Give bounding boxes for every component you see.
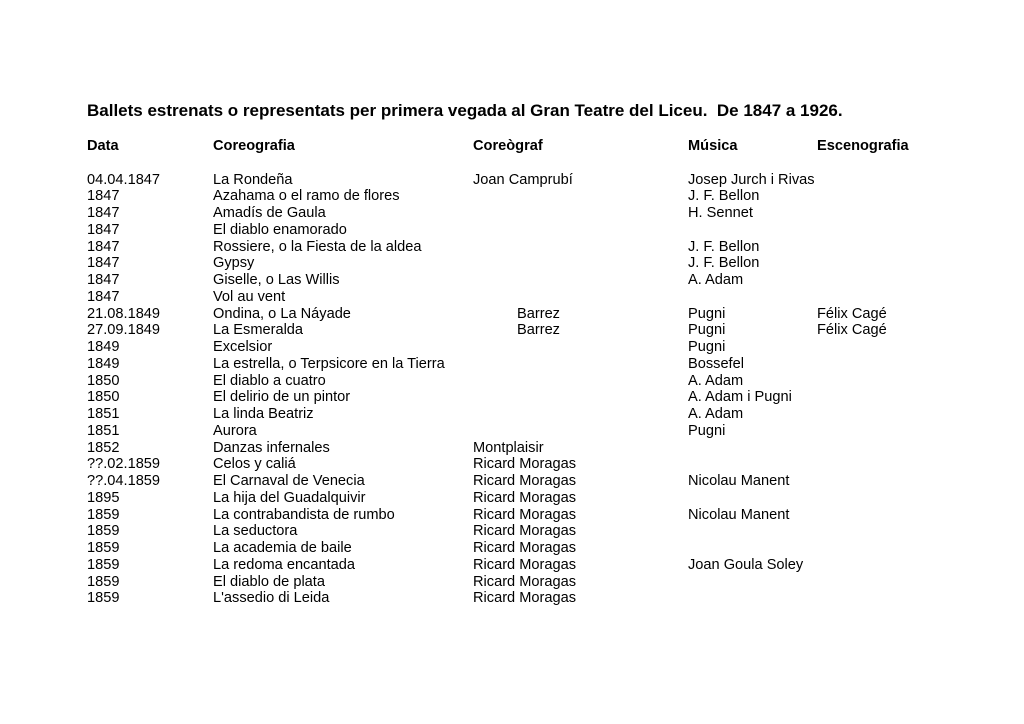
- cell-choreographer: Ricard Moragas: [473, 506, 577, 523]
- table-row: [87, 255, 1024, 272]
- cell-choreography: La estrella, o Terpsicore en la Tierra: [213, 355, 445, 372]
- table-row: [87, 289, 1024, 306]
- cell-music: J. F. Bellon: [688, 188, 760, 205]
- table-row: [87, 188, 1024, 205]
- cell-date: 1847: [87, 188, 120, 205]
- table-row: [87, 272, 1024, 289]
- cell-date: 1847: [87, 205, 120, 221]
- cell-choreographer: Joan Camprubí: [473, 171, 573, 188]
- cell-choreography: El diablo enamorado: [213, 221, 347, 238]
- cell-choreography: Rossiere, o la Fiesta de la aldea: [213, 238, 422, 255]
- cell-date: 1847: [87, 288, 120, 305]
- cell-music: Nicolau Manent: [688, 506, 790, 523]
- cell-choreography: Celos y caliá: [213, 456, 296, 473]
- cell-music: H. Sennet: [688, 205, 753, 221]
- table-row: [87, 373, 1024, 390]
- table-row: [87, 172, 1024, 189]
- cell-date: 1852: [87, 439, 120, 456]
- cell-choreography: El diablo a cuatro: [213, 372, 326, 389]
- cell-music: A. Adam i Pugni: [688, 389, 792, 406]
- cell-music: Bossefel: [688, 355, 744, 372]
- cell-choreography: Giselle, o Las Willis: [213, 272, 340, 288]
- cell-scenography: Félix Cagé: [817, 305, 887, 322]
- table-row: [87, 523, 1024, 540]
- cell-music: Josep Jurch i Rivas: [688, 171, 815, 188]
- cell-music: Joan Goula Soley: [688, 556, 804, 573]
- cell-date: 1849: [87, 355, 120, 372]
- table-row: [87, 540, 1024, 557]
- cell-music: Pugni: [688, 305, 726, 322]
- cell-date: 1859: [87, 590, 120, 607]
- cell-music: A. Adam: [688, 406, 744, 422]
- cell-date: 21.08.1849: [87, 305, 161, 322]
- cell-music: Nicolau Manent: [688, 473, 790, 489]
- table-row: [87, 322, 1024, 339]
- cell-choreography: La hija del Guadalquivir: [213, 489, 366, 506]
- cell-music: Pugni: [688, 322, 726, 339]
- cell-choreography: Aurora: [213, 422, 257, 439]
- cell-date: 1851: [87, 422, 120, 439]
- cell-choreographer: Montplaisir: [473, 439, 544, 456]
- column-header-escenografia: Escenografia: [817, 138, 909, 154]
- header-body-gap: [87, 155, 1024, 172]
- cell-choreography: Gypsy: [213, 255, 255, 272]
- cell-date: ??.02.1859: [87, 456, 161, 473]
- table-row: [87, 423, 1024, 440]
- cell-choreography: El diablo de plata: [213, 573, 325, 590]
- cell-date: 1895: [87, 489, 120, 506]
- cell-choreography: Ondina, o La Náyade: [213, 305, 351, 322]
- cell-music: A. Adam: [688, 372, 744, 389]
- table-row: [87, 590, 1024, 607]
- table-row: [87, 406, 1024, 423]
- table-row: [87, 339, 1024, 356]
- cell-choreography: La contrabandista de rumbo: [213, 506, 395, 523]
- cell-date: 1850: [87, 372, 120, 389]
- cell-choreographer: Ricard Moragas: [473, 489, 577, 506]
- cell-date: 1847: [87, 238, 120, 255]
- table-row: [87, 507, 1024, 524]
- cell-date: 1850: [87, 389, 120, 406]
- table-row: [87, 473, 1024, 490]
- cell-choreographer: Ricard Moragas: [473, 556, 577, 573]
- cell-choreographer: Barrez: [517, 322, 560, 339]
- cell-date: 1859: [87, 573, 120, 590]
- cell-choreographer: Ricard Moragas: [473, 540, 577, 556]
- table-header-row: [87, 138, 1024, 155]
- cell-date: 1849: [87, 339, 120, 355]
- cell-choreography: Excelsior: [213, 339, 273, 355]
- cell-choreographer: Barrez: [517, 305, 560, 322]
- cell-choreography: La Rondeña: [213, 171, 293, 188]
- table-row: [87, 306, 1024, 323]
- cell-music: Pugni: [688, 422, 726, 439]
- cell-choreography: La linda Beatriz: [213, 406, 314, 422]
- cell-date: 27.09.1849: [87, 322, 161, 339]
- table-row: [87, 440, 1024, 457]
- cell-choreographer: Ricard Moragas: [473, 590, 577, 607]
- table-row: [87, 574, 1024, 591]
- cell-date: 1859: [87, 506, 120, 523]
- cell-choreographer: Ricard Moragas: [473, 523, 577, 540]
- cell-scenography: Félix Cagé: [817, 322, 887, 339]
- cell-choreography: Azahama o el ramo de flores: [213, 188, 400, 205]
- column-header-coreografia: Coreografia: [213, 138, 295, 154]
- cell-choreography: El Carnaval de Venecia: [213, 473, 365, 489]
- column-header-data: Data: [87, 138, 119, 154]
- cell-date: 1859: [87, 523, 120, 540]
- document-title: Ballets estrenats o representats per primera vegada al Gran Teatre del Liceu. De 1847 a 1926.: [87, 101, 843, 120]
- cell-date: 1859: [87, 540, 120, 556]
- table-row: [87, 456, 1024, 473]
- cell-choreographer: Ricard Moragas: [473, 573, 577, 590]
- cell-date: 1847: [87, 255, 120, 272]
- column-header-coreograf: Coreògraf: [473, 138, 543, 154]
- cell-choreography: L'assedio di Leida: [213, 590, 330, 607]
- cell-date: 1851: [87, 406, 120, 422]
- cell-choreographer: Ricard Moragas: [473, 473, 577, 489]
- table-body: [87, 172, 1024, 608]
- cell-date: 1847: [87, 272, 120, 288]
- table-row: [87, 205, 1024, 222]
- cell-music: Pugni: [688, 339, 726, 355]
- table-row: [87, 490, 1024, 507]
- cell-date: ??.04.1859: [87, 473, 161, 489]
- cell-music: A. Adam: [688, 272, 744, 288]
- cell-choreography: Danzas infernales: [213, 439, 330, 456]
- cell-music: J. F. Bellon: [688, 255, 760, 272]
- cell-choreography: Amadís de Gaula: [213, 205, 326, 221]
- table-row: [87, 389, 1024, 406]
- table-row: [87, 557, 1024, 574]
- table-row: [87, 239, 1024, 256]
- cell-choreographer: Ricard Moragas: [473, 456, 577, 473]
- column-header-musica: Música: [688, 138, 738, 154]
- cell-date: 1847: [87, 221, 120, 238]
- cell-music: J. F. Bellon: [688, 238, 760, 255]
- table-row: [87, 356, 1024, 373]
- ballet-table: [87, 138, 1024, 607]
- cell-date: 04.04.1847: [87, 171, 161, 188]
- table-row: [87, 222, 1024, 239]
- cell-choreography: La redoma encantada: [213, 556, 355, 573]
- cell-choreography: Vol au vent: [213, 288, 286, 305]
- cell-choreography: La seductora: [213, 523, 298, 540]
- cell-choreography: El delirio de un pintor: [213, 389, 351, 406]
- cell-date: 1859: [87, 556, 120, 573]
- cell-choreography: La academia de baile: [213, 540, 352, 556]
- cell-choreography: La Esmeralda: [213, 322, 304, 339]
